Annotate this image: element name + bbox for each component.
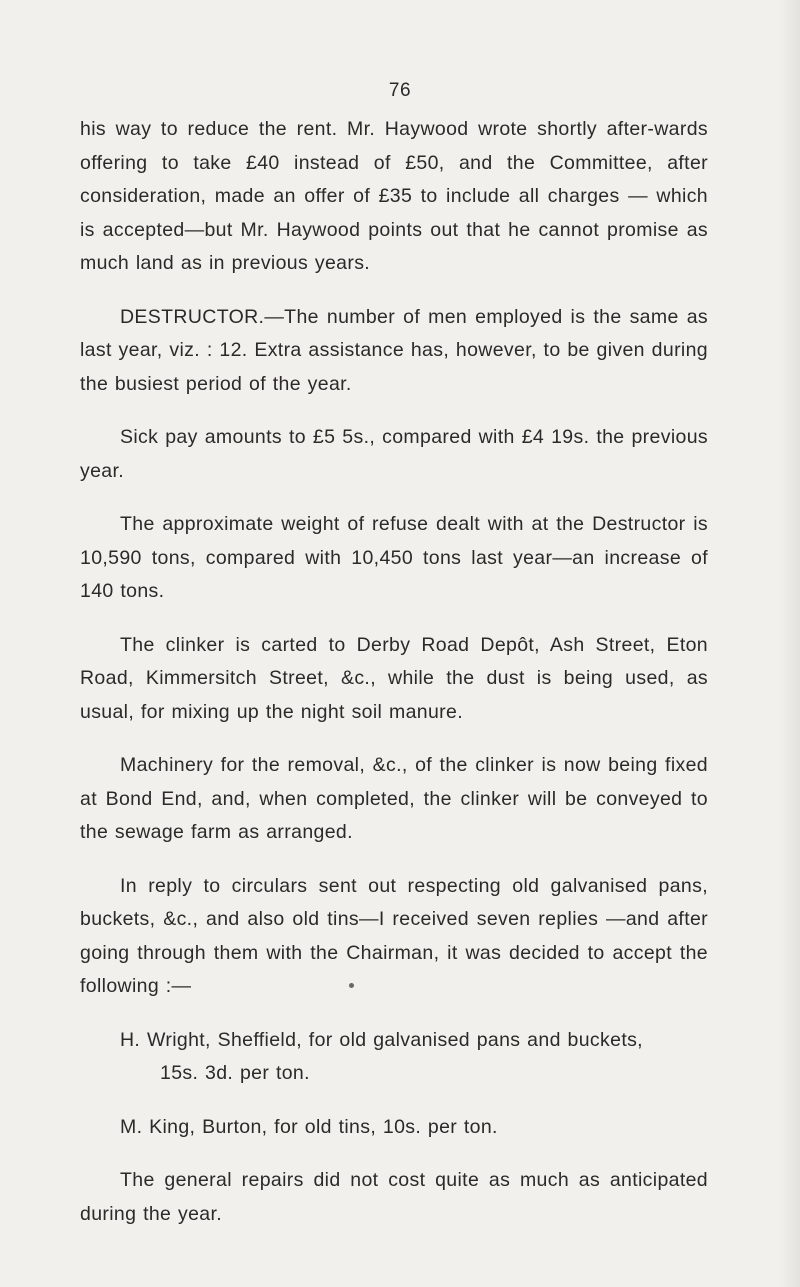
paragraph-general-repairs: The general repairs did not cost quite as much as anticipated during the year.: [80, 1169, 708, 1225]
list-item-king-line1: M. King, Burton, for old tins, 10s. per ton.: [120, 1115, 498, 1138]
page-edge-shadow: [778, 0, 800, 1287]
paragraph-machinery: Machinery for the removal, &c., of the clinker is now being fixed at Bond End, and, when completed, the clinker will be conveyed to the sewage farm as arranged.: [80, 754, 708, 843]
paragraph-rent: his way to reduce the rent. Mr. Haywood wrote shortly after-wards offering to take £40 instead of £50, and the Committee, after consideration, made an offer of £35 to include all charges — which is accepted—but Mr. Haywood points out that he cannot promise as much land as in previous years.: [80, 118, 708, 274]
page-number: 76: [388, 80, 412, 101]
paragraph-destructor: DESTRUCTOR.—The number of men employed is the same as last year, viz. : 12. Extra assistance has, however, to be given during the busiest period of the year.: [80, 305, 708, 395]
paragraph-refuse-weight: The approximate weight of refuse dealt with at the Destructor is 10,590 tons, compared with 10,450 tons last year—an increase of 140 tons.: [80, 513, 708, 602]
paragraph-circulars: In reply to circulars sent out respecting old galvanised pans, buckets, &c., and also old tins—I received seven replies —and after going through them with the Chairman, it was decided to accept the following :—: [80, 874, 708, 997]
paragraph-sick-pay: Sick pay amounts to £5 5s., compared with £4 19s. the previous year.: [80, 426, 708, 482]
list-item-king: [80, 1111, 708, 1145]
list-item-wright-line2: 15s. 3d. per ton.: [160, 1062, 310, 1084]
document-body: [80, 113, 708, 1251]
list-item-wright: [80, 1024, 708, 1091]
ink-speck: [349, 983, 354, 988]
list-item-wright-line1: H. Wright, Sheffield, for old galvanised pans and buckets,: [120, 1028, 643, 1051]
paragraph-clinker: The clinker is carted to Derby Road Depôt, Ash Street, Eton Road, Kimmersitch Street, &c., while the dust is being used, as usual, for mixing up the night soil manure.: [80, 633, 708, 723]
